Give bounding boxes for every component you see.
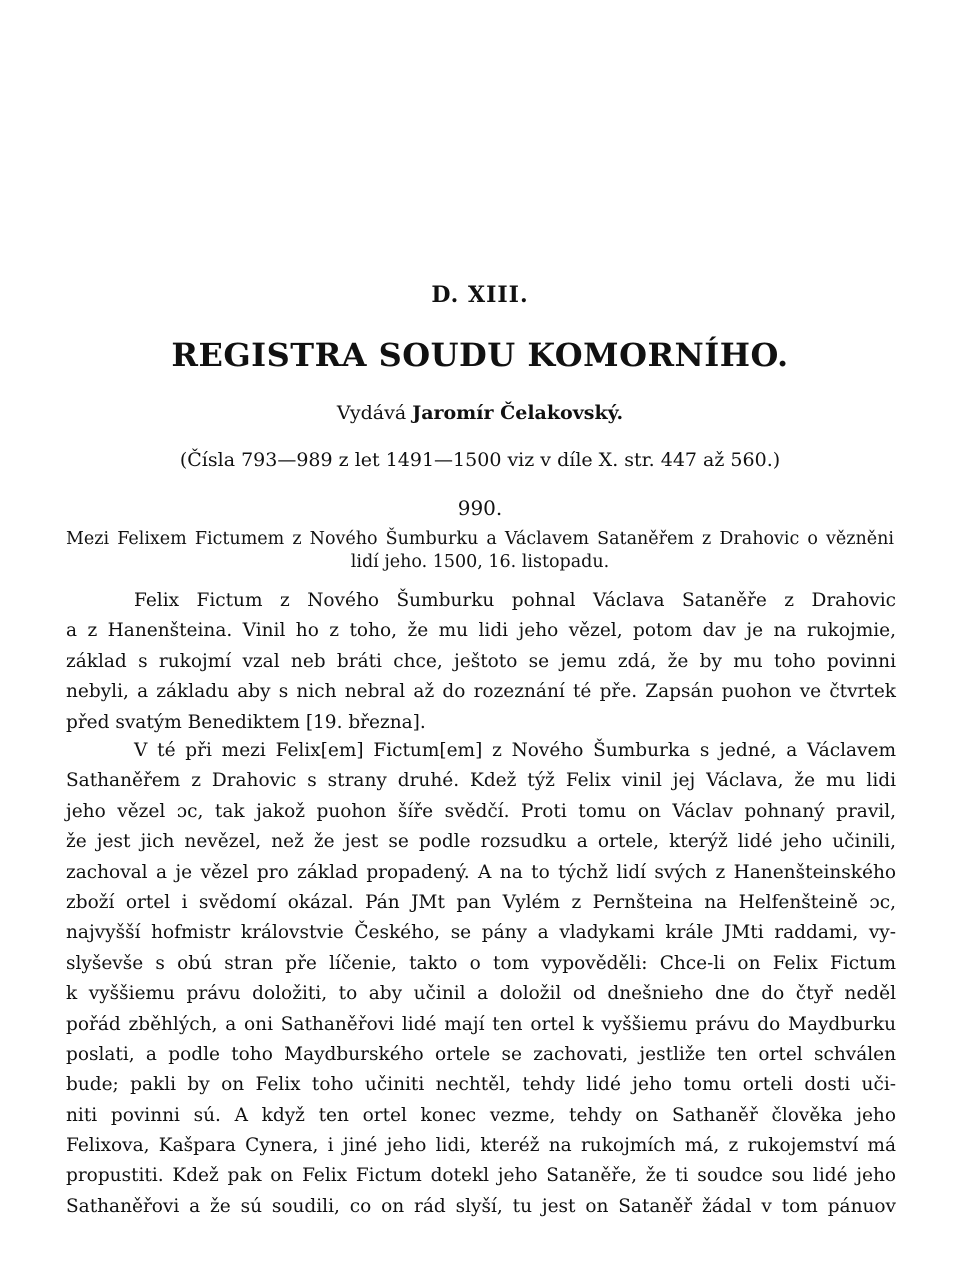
text-line: že jest jich nevězel, než že jest se podle rozsudku a ortele, kterýž lidé jeho učinili, <box>66 831 896 853</box>
section-number: D. XIII. <box>431 282 529 308</box>
paragraph-verdict <box>66 736 896 1222</box>
text-line: a z Hanenšteina. Vinil ho z toho, že mu lidi jeho vězel, potom dav je na rukojmie, <box>66 620 896 642</box>
entry-summary <box>66 528 894 574</box>
editor-prefix: Vydává <box>336 402 407 424</box>
text-line: V té při mezi Felix[em] Fictum[em] z Nového Šumburka s jedné, a Václavem <box>134 740 896 761</box>
text-line: k vyššiemu právu doložiti, to aby učinil a doložil od dnešnieho dne do čtyř neděl <box>66 983 896 1005</box>
text-line: poslati, a podle toho Maydburského ortele se zachovati, jestliže ten ortel schválen <box>66 1043 896 1065</box>
editor-line <box>0 402 960 424</box>
summary-line: lidí jeho. 1500, 16. listopadu. <box>350 552 610 572</box>
text-line: propustiti. Kdež pak on Felix Fictum dotekl jeho Sataněře, že ti soudce sou lidé jeho <box>66 1165 896 1187</box>
text-line: nebyli, a základu aby s nich nebral až do rozeznání té pře. Zapsán puohon ve čtvrtek <box>66 681 896 703</box>
page-title: REGISTRA SOUDU KOMORNÍHO. <box>171 336 789 374</box>
text-line: jeho vězel ɔc, tak jakož puohon šíře svědčí. Proti tomu on Václav pohnaný pravil, <box>66 800 896 822</box>
text-line: bude; pakli by on Felix toho učiniti nechtěl, tehdy lidé jeho tomu orteli dosti uči- <box>66 1074 896 1096</box>
summary-line: Mezi Felixem Fictumem z Nového Šumburku a Václavem Sataněřem z Drahovic o vězněni <box>66 529 894 549</box>
text-line: zachoval a je vězel pro základ propadený. A na to týchž lidí svých z Hanenšteinského <box>66 861 896 883</box>
text-line: slyševše s obú stran pře líčenie, takto o tom vypověděli: Chce-li on Felix Fictum <box>66 952 896 974</box>
text-line: základ s rukojmí vzal neb bráti chce, ještoto se jemu zdá, že by mu toho povinni <box>66 650 896 672</box>
paragraph-pohon <box>66 586 896 738</box>
text-line: niti povinni sú. A když ten ortel konec vezme, tehdy on Sathaněř člověka jeho <box>66 1104 896 1126</box>
text-line: Felixova, Kašpara Cynera, i jiné jeho lidi, kteréž na rukojmích má, z rukojemství má <box>66 1135 896 1157</box>
text-line: najvyšší hofmistr královstvie Českého, se pány a vladykami krále JMti raddami, vy- <box>66 922 896 944</box>
editor-name: Jaromír Čelakovský. <box>412 402 624 424</box>
entry-number: 990. <box>457 496 503 520</box>
reference-note: (Čísla 793—989 z let 1491—1500 viz v díle X. str. 447 až 560.) <box>179 449 781 471</box>
text-line: pořád zběhlých, a oni Sathaněřovi lidé mají ten ortel k vyššiemu právu do Maydburku <box>66 1013 896 1035</box>
text-line: Sathaněřovi a že sú soudili, co on rád slyší, tu jest on Sataněř žádal v tom pánuov <box>66 1195 896 1217</box>
text-line: před svatým Benediktem [19. března]. <box>66 711 426 733</box>
text-line: Sathaněřem z Drahovic s strany druhé. Kdež týž Felix vinil jej Václava, že mu lidi <box>66 770 896 792</box>
text-line: zboží ortel i svědomí okázal. Pán JMt pan Vylém z Pernšteina na Helfenšteině ɔc, <box>66 891 896 913</box>
text-line: Felix Fictum z Nového Šumburku pohnal Václava Sataněře z Drahovic <box>134 590 896 611</box>
